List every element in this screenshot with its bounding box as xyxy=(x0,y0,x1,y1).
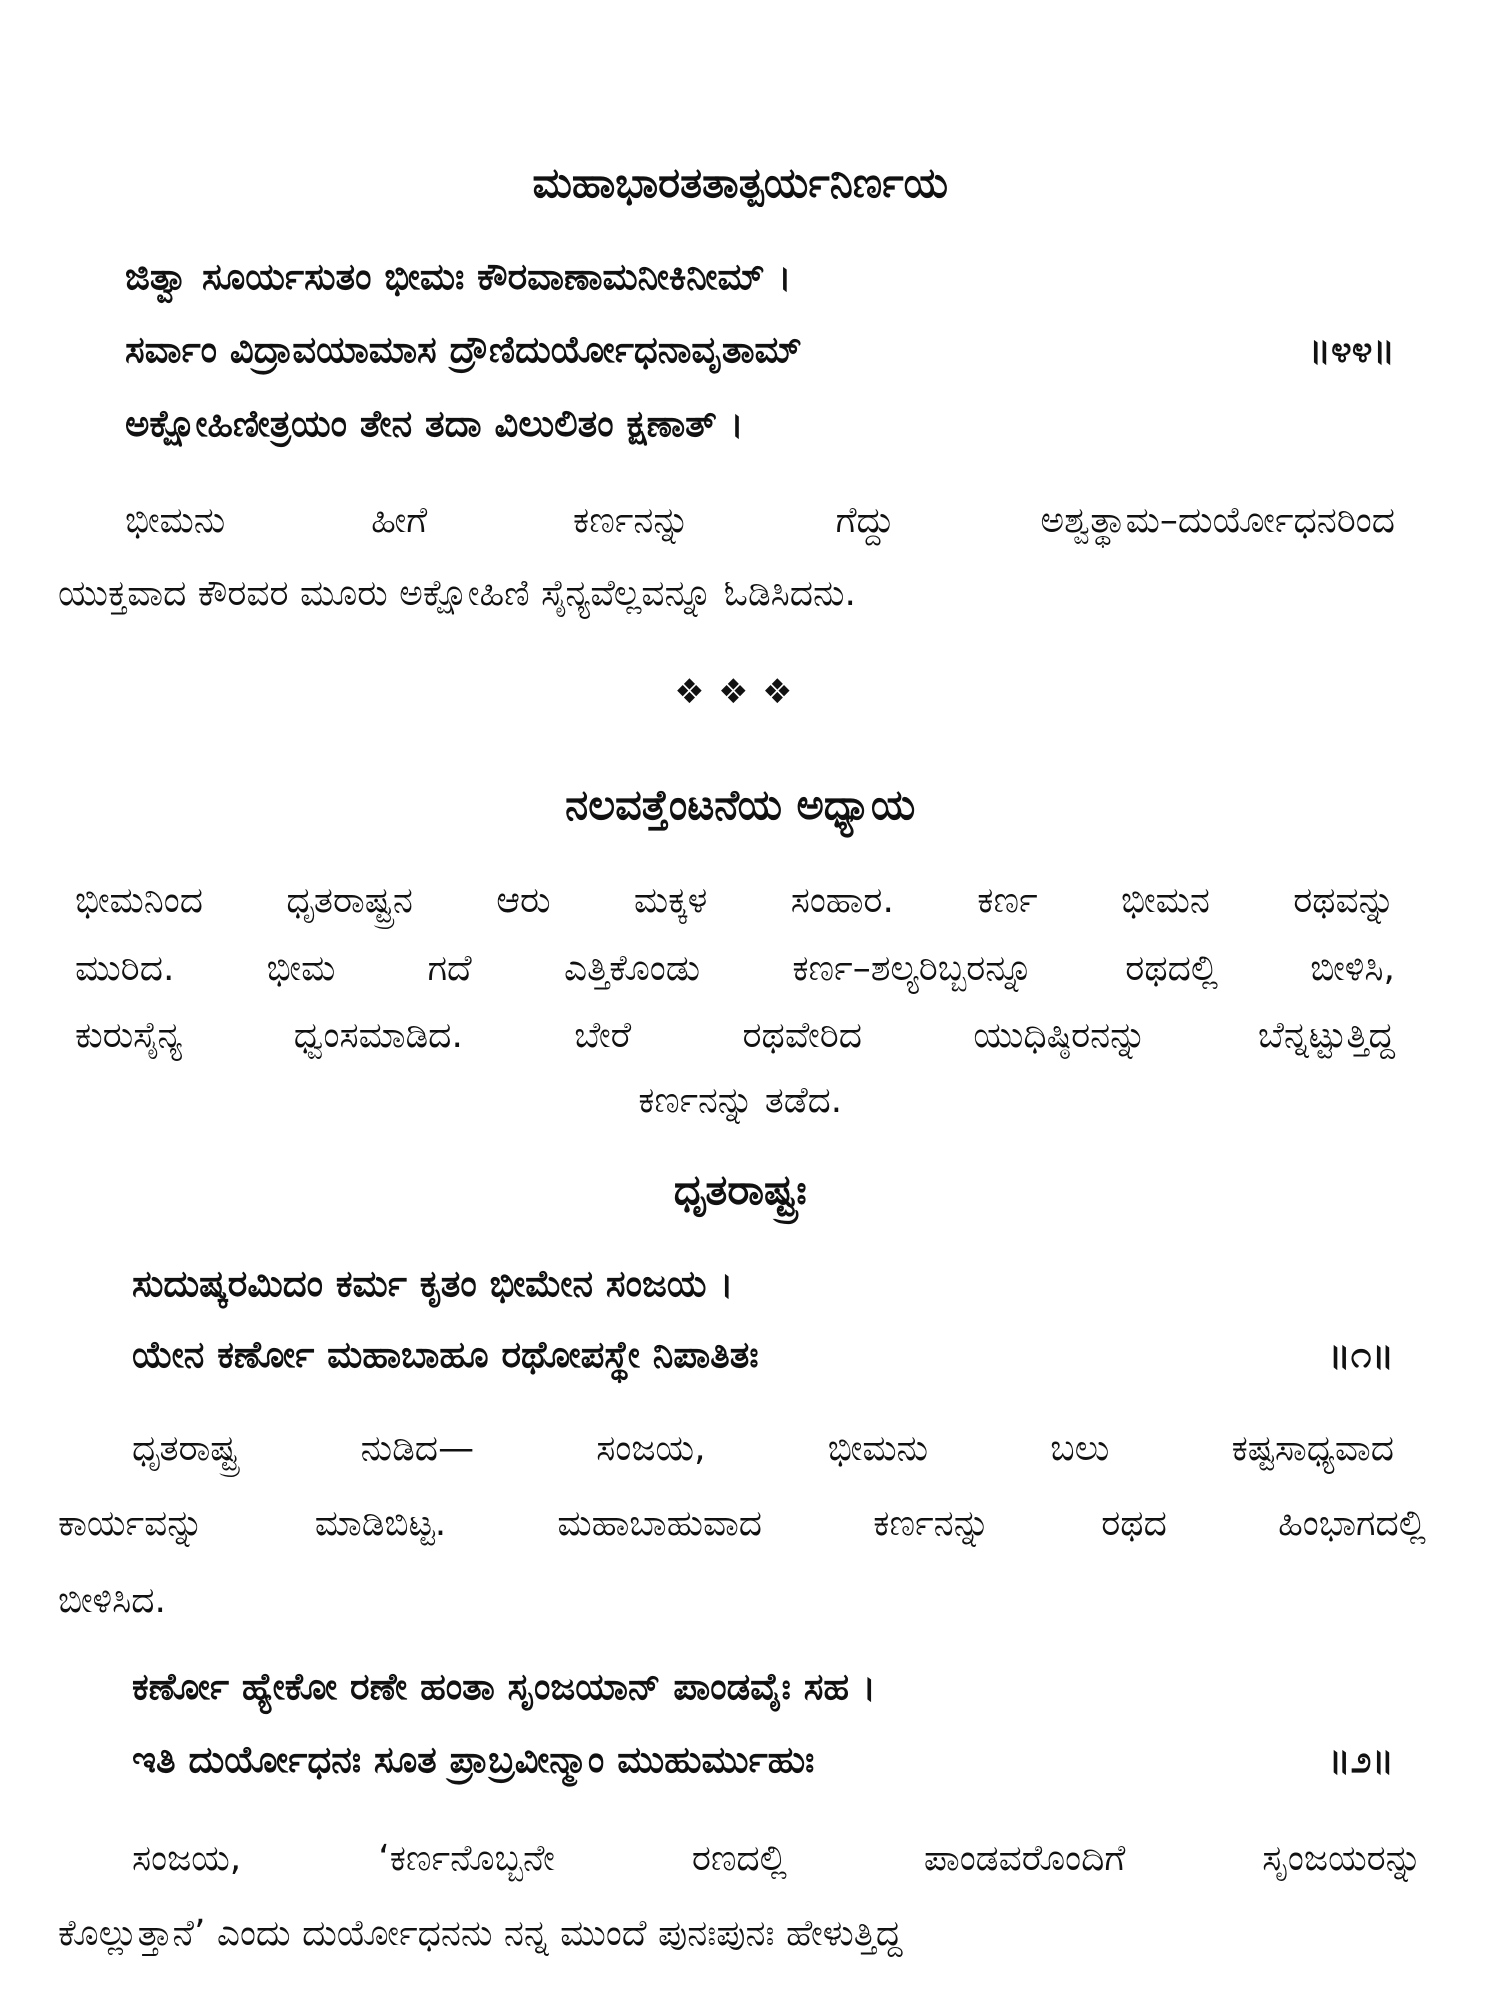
verse-45-line-1: ಅಕ್ಷೋಹಿಣೀತ್ರಯಂ ತೇನ ತದಾ ವಿಲುಲಿತಂ ಕ್ಷಣಾತ್ । xyxy=(125,402,744,445)
prose-b-line-1: ಧೃತರಾಷ್ಟ್ರ ನುಡಿದ— ಸಂಜಯ, ಭೀಮನು ಬಲು ಕಷ್ಟಸಾಧ್ಯವಾದ xyxy=(132,1428,1394,1469)
section-ornament: ❖❖❖ xyxy=(674,672,807,712)
prose-b-line-3: ಬೀಳಿಸಿದ. xyxy=(58,1580,166,1621)
verse-number-1: ॥೧॥ xyxy=(1328,1333,1394,1376)
verse-1-line-2 xyxy=(132,1333,1394,1377)
prose-a-line-1: ಭೀಮನು ಹೀಗೆ ಕರ್ಣನನ್ನು ಗೆದ್ದು ಅಶ್ವತ್ಥಾಮ–ದುರ್ಯೋಧನರಿಂದ xyxy=(125,500,1395,541)
prose-c-line-1: ಸಂಜಯ, ‘ಕರ್ಣನೊಬ್ಬನೇ ರಣದಲ್ಲಿ ಪಾಂಡವರೊಂದಿಗೆ ಸೃಂಜಯರನ್ನು xyxy=(132,1838,1422,1879)
prose-a-line-2: ಯುಕ್ತವಾದ ಕೌರವರ ಮೂರು ಅಕ್ಷೋಹಿಣಿ ಸೈನ್ಯವೆಲ್ಲವನ್ನೂ ಓಡಿಸಿದನು. xyxy=(58,573,856,614)
summary-line-2: ಮುರಿದ. ಭೀಮ ಗದೆ ಎತ್ತಿಕೊಂಡು ಕರ್ಣ–ಶಲ್ಯರಿಬ್ಬರನ್ನೂ ರಥದಲ್ಲಿ ಬೀಳಿಸಿ, xyxy=(75,948,1395,989)
verse-2-line-2 xyxy=(132,1738,1394,1782)
running-head: ಮಹಾಭಾರತತಾತ್ಪರ್ಯನಿರ್ಣಯ xyxy=(532,158,949,207)
summary-line-1: ಭೀಮನಿಂದ ಧೃತರಾಷ್ಟ್ರನ ಆರು ಮಕ್ಕಳ ಸಂಹಾರ. ಕರ್ಣ ಭೀಮನ ರಥವನ್ನು xyxy=(75,880,1395,921)
verse-number-2: ॥೨॥ xyxy=(1328,1738,1394,1781)
prose-c-line-2: ಕೊಲ್ಲುತ್ತಾನೆ’ ಎಂದು ದುರ್ಯೋಧನನು ನನ್ನ ಮುಂದೆ ಪುನಃಪುನಃ ಹೇಳುತ್ತಿದ್ದ xyxy=(58,1913,903,1954)
verse-44-line-2 xyxy=(125,328,1395,372)
speaker-heading: ಧೃತರಾಷ್ಟ್ರಃ xyxy=(673,1165,807,1214)
verse-44-line-2-text: ಸರ್ವಾಂ ವಿದ್ರಾವಯಾಮಾಸ ದ್ರೌಣಿದುರ್ಯೋಧನಾವೃತಾಮ್ xyxy=(125,328,802,371)
verse-2-line-2-text: ಇತಿ ದುರ್ಯೋಧನಃ ಸೂತ ಪ್ರಾಬ್ರವೀನ್ಮಾಂ ಮುಹುರ್ಮುಹುಃ xyxy=(132,1738,815,1781)
prose-b-line-2: ಕಾರ್ಯವನ್ನು ಮಾಡಿಬಿಟ್ಟ. ಮಹಾಬಾಹುವಾದ ಕರ್ಣನನ್ನು ರಥದ ಹಿಂಭಾಗದಲ್ಲಿ xyxy=(58,1503,1426,1544)
summary-line-4: ಕರ್ಣನನ್ನು ತಡೆದ. xyxy=(638,1080,843,1121)
verse-1-line-1: ಸುದುಷ್ಕರಮಿದಂ ಕರ್ಮ ಕೃತಂ ಭೀಮೇನ ಸಂಜಯ । xyxy=(132,1262,734,1305)
chapter-title: ನಲವತ್ತೆಂಟನೆಯ ಅಧ್ಯಾಯ xyxy=(565,780,916,829)
verse-44-line-1: ಜಿತ್ವಾ ಸೂರ್ಯಸುತಂ ಭೀಮಃ ಕೌರವಾಣಾಮನೀಕಿನೀಮ್ । xyxy=(125,255,792,298)
verse-number-44: ॥೪೪॥ xyxy=(1308,328,1395,371)
summary-line-3: ಕುರುಸೈನ್ಯ ಧ್ವಂಸಮಾಡಿದ. ಬೇರೆ ರಥವೇರಿದ ಯುಧಿಷ್ಠಿರನನ್ನು ಬೆನ್ನಟ್ಟುತ್ತಿದ್ದ xyxy=(75,1015,1395,1056)
verse-1-line-2-text: ಯೇನ ಕರ್ಣೋ ಮಹಾಬಾಹೂ ರಥೋಪಸ್ಥೇ ನಿಪಾತಿತಃ xyxy=(132,1333,759,1376)
verse-2-line-1: ಕರ್ಣೋ ಹ್ಯೇಕೋ ರಣೇ ಹಂತಾ ಸೃಂಜಯಾನ್ ಪಾಂಡವೈಃ ಸಹ । xyxy=(132,1665,876,1708)
